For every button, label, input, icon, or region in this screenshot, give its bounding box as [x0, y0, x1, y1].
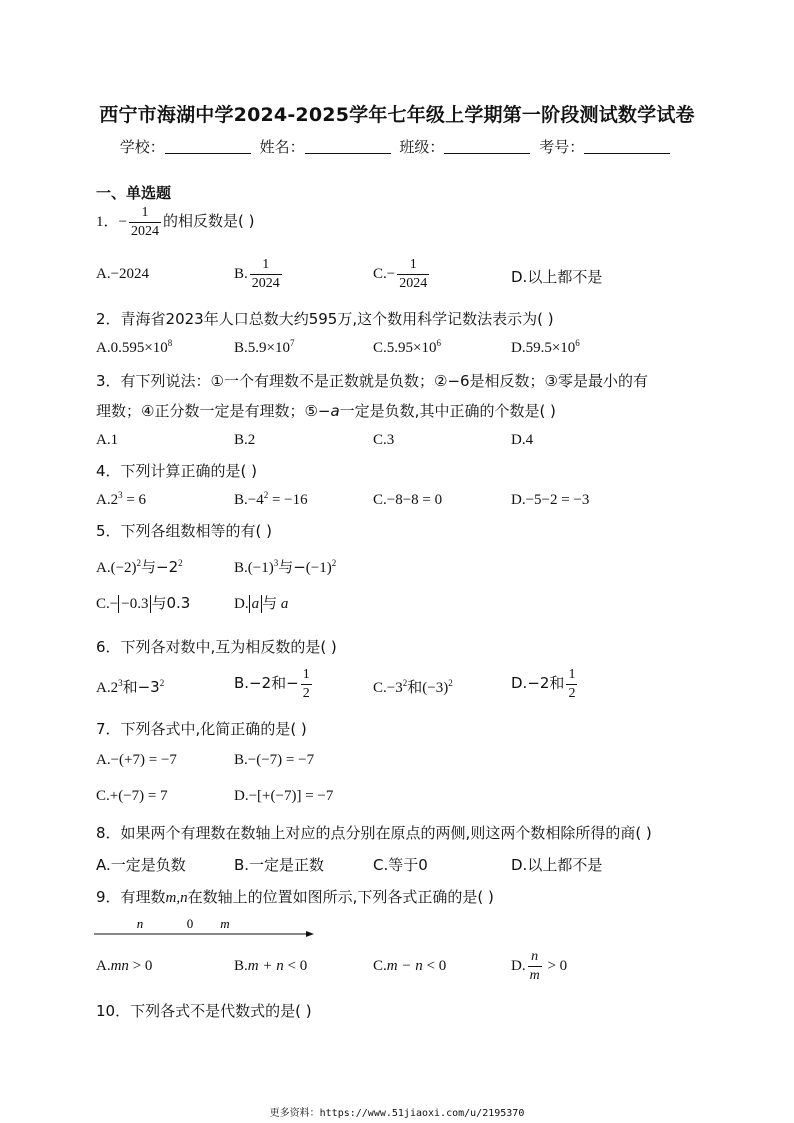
q9-c-label: C. [373, 958, 387, 974]
q3-var-a: a [330, 402, 340, 420]
q7-option-d[interactable]: D.−[+(−7)] = −7 [234, 788, 334, 804]
q2-d-text: D.59.5×10 [511, 340, 576, 356]
q5-option-c[interactable] [96, 592, 190, 613]
q1-frac-num: 1 [129, 204, 161, 223]
q9-option-d[interactable] [511, 948, 567, 985]
q1-option-d[interactable]: D.以上都不是 [511, 268, 603, 286]
question-6: 6．下列各对数中,互为相反数的是( ) [96, 638, 337, 656]
school-label: 学校： [119, 138, 165, 156]
q2-option-c[interactable] [373, 340, 441, 357]
q9-option-a[interactable] [96, 958, 152, 975]
q9-c-post: < 0 [422, 958, 447, 974]
q6-b-fraction [301, 666, 312, 703]
q9-b-post: < 0 [283, 958, 308, 974]
q2-a-exp: 8 [167, 338, 173, 348]
number-line-label-n: n [136, 916, 144, 931]
q4-a-pre: A.2 [96, 492, 119, 508]
q6-c-exp2: 2 [448, 678, 453, 688]
q8-option-a[interactable]: A.一定是负数 [96, 856, 186, 874]
q5-c-neg: − [109, 596, 119, 612]
q6-a-mid: 和−3 [122, 678, 160, 696]
q7-option-a[interactable]: A.−(+7) = −7 [96, 752, 177, 768]
q9-a-post: > 0 [128, 958, 153, 974]
q9-d-label: D. [511, 957, 526, 974]
q2-option-b[interactable] [234, 340, 294, 357]
q1-option-a[interactable]: A.−2024 [96, 266, 150, 282]
q9-pre: 9．有理数 [96, 888, 166, 906]
q9-d-post: > 0 [543, 957, 568, 974]
q5-c-label: C. [96, 596, 110, 612]
id-blank [584, 139, 670, 154]
q3-option-c[interactable]: C.3 [373, 432, 395, 448]
section-title: 一、单选题 [96, 184, 172, 202]
q4-option-c[interactable]: C.−8−8 = 0 [373, 492, 443, 508]
q4-a-exp: 3 [118, 490, 123, 500]
q3-line2-post: 一定是负数,其中正确的个数是( ) [339, 402, 556, 420]
id-label: 考号： [539, 138, 585, 156]
q4-option-d[interactable]: D.−5−2 = −3 [511, 492, 590, 508]
q9-b-expr: m + n [247, 958, 284, 974]
footer-link[interactable]: 更多资料：https://www.51jiaoxi.com/u/2195370 [269, 1108, 525, 1119]
q6-b-num: 1 [301, 666, 312, 685]
q1-c-fraction [397, 256, 429, 293]
q9-b-label: B. [234, 958, 248, 974]
q7-option-c[interactable]: C.+(−7) = 7 [96, 788, 168, 804]
q2-option-a[interactable] [96, 340, 172, 357]
q5-a-base: (−2) [110, 560, 137, 576]
number-line-label-0: 0 [186, 916, 194, 931]
q2-d-exp: 6 [575, 338, 580, 348]
q5-a-label: A. [96, 560, 111, 576]
q5-option-b[interactable] [234, 556, 336, 577]
q5-b-base2: (−1) [305, 560, 332, 576]
q2-b-exp: 7 [289, 338, 295, 348]
student-info-row [0, 136, 794, 157]
number-line-label-m: m [220, 916, 230, 931]
name-blank [305, 139, 391, 154]
q6-b-den: 2 [302, 686, 310, 701]
name-label: 姓名： [259, 138, 305, 156]
q5-c-post: 与0.3 [151, 594, 191, 612]
q3-option-d[interactable]: D.4 [511, 432, 534, 448]
q2-option-d[interactable] [511, 340, 580, 357]
q9-c-expr: m − n [386, 958, 423, 974]
question-10: 10．下列各式不是代数式的是( ) [96, 1002, 312, 1020]
q5-c-abs: −0.3 [118, 595, 151, 613]
q9-d-num: n [528, 948, 542, 967]
q6-d-fraction [566, 666, 577, 703]
question-3-line-1: 3．有下列说法：①一个有理数不是正数就是负数；②−6是相反数；③零是最小的有 [96, 372, 649, 390]
q3-line2-pre: 理数；④正分数一定是有理数；⑤− [96, 402, 331, 420]
q1-c-label: C.− [373, 265, 396, 282]
q5-b-exp2: 2 [331, 558, 337, 568]
q4-b-post: = −16 [268, 492, 308, 508]
question-5: 5．下列各组数相等的有( ) [96, 522, 273, 540]
q6-d-pre: D.−2和 [511, 673, 565, 692]
q5-a-exp2: 2 [178, 558, 183, 568]
q7-option-b[interactable]: B.−(−7) = −7 [234, 752, 315, 768]
question-8: 8．如果两个有理数在数轴上对应的点分别在原点的两侧,则这两个数相除所得的商( ) [96, 824, 652, 842]
q6-c-pre: C.−3 [373, 680, 403, 696]
q1-option-b[interactable] [234, 256, 284, 293]
q3-option-a[interactable]: A.1 [96, 432, 119, 448]
q2-c-exp: 6 [436, 338, 441, 348]
q1-stem: 的相反数是( ) [162, 211, 255, 230]
q4-option-a[interactable] [96, 492, 146, 509]
number-line-arrow [306, 931, 314, 937]
q9-d-den: m [529, 968, 540, 983]
q9-option-b[interactable] [234, 958, 307, 975]
q1-c-num: 1 [397, 256, 429, 275]
q6-d-num: 1 [566, 666, 577, 685]
q5-d-post: 与 [262, 594, 278, 612]
q1-minus: − [118, 213, 127, 230]
q5-a-mid: 与−2 [141, 558, 179, 576]
question-1 [96, 204, 254, 241]
q4-b-exp: 2 [263, 490, 269, 500]
q5-b-base: (−1) [247, 560, 274, 576]
q1-b-label: B. [234, 265, 248, 282]
q4-option-b[interactable] [234, 492, 308, 509]
q9-vars: m,n [165, 890, 188, 906]
q1-option-c[interactable] [373, 256, 431, 293]
class-label: 班级： [399, 138, 445, 156]
q9-option-c[interactable] [373, 958, 446, 975]
q9-a-expr: mn [110, 958, 129, 974]
exam-title: 西宁市海湖中学2024-2025学年七年级上学期第一阶段测试数学试卷 [99, 104, 695, 126]
q5-option-a[interactable] [96, 556, 183, 577]
q5-b-mid: 与− [278, 558, 306, 576]
q6-c-base: (−3) [422, 680, 449, 696]
question-4: 4．下列计算正确的是( ) [96, 462, 258, 480]
q5-option-d[interactable] [234, 592, 288, 613]
q6-b-pre: B.−2和− [234, 673, 299, 692]
question-7: 7．下列各式中,化简正确的是( ) [96, 720, 307, 738]
question-3-line-2 [96, 400, 556, 421]
question-9 [96, 886, 494, 907]
q6-a-exp: 3 [118, 678, 123, 688]
q5-d-var: a [280, 596, 289, 612]
q1-b-fraction [250, 256, 282, 293]
q8-option-b[interactable]: B.一定是正数 [234, 856, 325, 874]
question-2: 2．青海省2023年人口总数大约595万,这个数用科学记数法表示为( ) [96, 310, 554, 328]
q2-b-text: B.5.9×10 [234, 340, 290, 356]
q1-b-den: 2024 [251, 276, 280, 291]
q1-number: 1． [96, 213, 119, 230]
q6-a-pre: A.2 [96, 680, 119, 696]
q4-b-pre: B.−4 [234, 492, 264, 508]
q4-a-post: = 6 [122, 492, 147, 508]
q6-option-c[interactable] [373, 676, 453, 697]
q5-a-exp: 2 [136, 558, 142, 568]
q8-option-d[interactable]: D.以上都不是 [511, 856, 603, 874]
q5-d-abs: a [249, 595, 263, 613]
q5-b-label: B. [234, 560, 248, 576]
q3-option-b[interactable]: B.2 [234, 432, 256, 448]
q6-option-b[interactable] [234, 666, 314, 703]
school-blank [165, 139, 251, 154]
number-line [94, 912, 318, 942]
q6-option-d[interactable] [511, 666, 579, 703]
q2-a-text: A.0.595×10 [96, 340, 168, 356]
q8-option-c[interactable]: C.等于0 [373, 856, 428, 874]
q1-c-den: 2024 [399, 276, 428, 291]
class-blank [444, 139, 530, 154]
q1-frac-den: 2024 [130, 224, 159, 239]
q5-b-exp: 3 [273, 558, 279, 568]
q5-d-label: D. [234, 596, 249, 612]
q9-d-fraction [528, 948, 542, 985]
q1-b-num: 1 [250, 256, 282, 275]
q9-a-label: A. [96, 958, 111, 974]
q6-c-exp: 2 [402, 678, 408, 688]
q6-d-den: 2 [568, 686, 576, 701]
q6-c-mid: 和 [407, 678, 423, 696]
q9-post: 在数轴上的位置如图所示,下列各式正确的是( ) [187, 888, 494, 906]
q6-option-a[interactable] [96, 676, 164, 697]
q6-a-exp2: 2 [159, 678, 165, 688]
q2-c-text: C.5.95×10 [373, 340, 437, 356]
q1-fraction [129, 204, 161, 241]
